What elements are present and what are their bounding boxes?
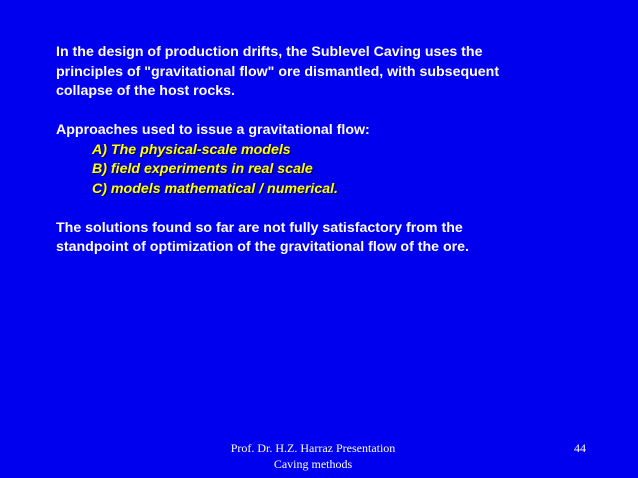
approach-item-c: C) models mathematical / numerical. [92, 180, 338, 197]
conclusion-line: standpoint of optimization of the gravitational flow of the ore. [56, 239, 469, 255]
footer-line-topic: Caving methods [273, 457, 353, 471]
approach-item-a: A) The physical-scale models [92, 141, 291, 158]
intro-line: principles of "gravitational flow" ore dismantled, with subsequent [56, 63, 500, 80]
footer-presenter [218, 440, 408, 472]
spacer [56, 102, 596, 122]
footer-line-presenter: Prof. Dr. H.Z. Harraz Presentation [230, 441, 396, 455]
conclusion-paragraph [56, 219, 596, 258]
intro-line: collapse of the host rocks. [56, 83, 235, 99]
conclusion-line: The solutions found so far are not fully satisfactory from the [56, 219, 463, 236]
intro-line: In the design of production drifts, the Sublevel Caving uses the [56, 44, 483, 60]
spacer [56, 199, 596, 219]
approach-item-b: B) field experiments in real scale [92, 161, 313, 177]
page-number: 44 [574, 441, 586, 455]
approaches-heading: Approaches used to issue a gravitational flow: [56, 122, 370, 138]
intro-paragraph [56, 43, 596, 102]
slide-content [56, 43, 596, 258]
